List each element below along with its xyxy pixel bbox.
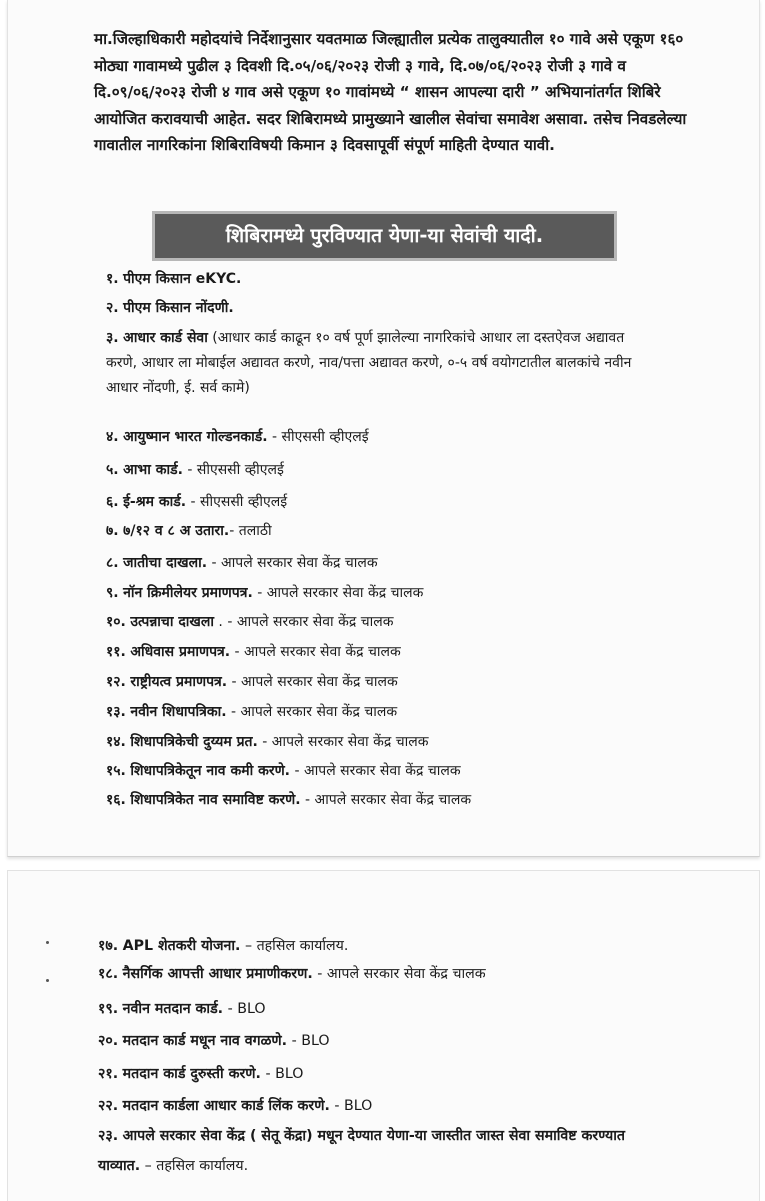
list-item: २३. आपले सरकार सेवा केंद्र ( सेतू केंद्रा) मधून देण्यात येणा-या जास्तीत जास्त सेवा समाविष्ट करण्यात याव्यात. – तहसिल कार्यालय. [98, 1128, 625, 1174]
list-item: १२. राष्ट्रीयत्व प्रमाणपत्र. - आपले सरकार सेवा केंद्र चालक [106, 674, 398, 690]
services-list-heading: शिबिरामध्ये पुरविण्यात येणा-या सेवांची यादी. [152, 211, 617, 261]
document-page-2 [7, 870, 760, 1201]
list-item: १८. नैसर्गिक आपत्ती आधार प्रमाणीकरण. - आपले सरकार सेवा केंद्र चालक [98, 966, 486, 982]
list-item: ११. अधिवास प्रमाणपत्र. - आपले सरकार सेवा केंद्र चालक [106, 644, 401, 660]
list-item: २०. मतदान कार्ड मधून नाव वगळणे. - BLO [98, 1033, 330, 1049]
list-item: ६. ई-श्रम कार्ड. - सीएससी व्हीएलई [106, 494, 288, 510]
list-item: १. पीएम किसान eKYC. [106, 271, 242, 287]
speck [46, 979, 49, 982]
document-page-1 [7, 0, 760, 857]
list-item: १७. APL शेतकरी योजना. – तहसिल कार्यालय. [98, 938, 349, 954]
list-item: १९. नवीन मतदान कार्ड. - BLO [98, 1001, 266, 1017]
list-item: १३. नवीन शिधापत्रिका. - आपले सरकार सेवा केंद्र चालक [106, 704, 398, 720]
list-item: ९. नॉन क्रिमीलेयर प्रमाणपत्र. - आपले सरकार सेवा केंद्र चालक [106, 585, 424, 601]
list-item: ३. आधार कार्ड सेवा (आधार कार्ड काढून १० वर्ष पूर्ण झालेल्या नागरिकांचे आधार ला दस्तऐवज अद्यावत करणे, आधार ला मोबाईल अद्यावत करणे, नाव/पत्ता अद्यावत करणे, ०-५ वर्ष वयोगटातील बालकांचे नवीन आधार नोंदणी, ई. सर्व कामे) [106, 330, 632, 396]
list-item: ४. आयुष्मान भारत गोल्डनकार्ड. - सीएससी व्हीएलई [106, 429, 369, 445]
speck [46, 941, 49, 944]
list-item: ८. जातीचा दाखला. - आपले सरकार सेवा केंद्र चालक [106, 555, 378, 571]
list-item: २. पीएम किसान नोंदणी. [106, 300, 234, 316]
list-item: १४. शिधापत्रिकेची दुय्यम प्रत. - आपले सरकार सेवा केंद्र चालक [106, 734, 429, 750]
list-item: १०. उत्पन्नाचा दाखला . - आपले सरकार सेवा केंद्र चालक [106, 614, 394, 630]
list-item: ७. ७/१२ व ८ अ उतारा.- तलाठी [106, 523, 272, 539]
list-item: १५. शिधापत्रिकेतून नाव कमी करणे. - आपले सरकार सेवा केंद्र चालक [106, 763, 461, 779]
list-item: ५. आभा कार्ड. - सीएससी व्हीएलई [106, 462, 284, 478]
intro-paragraph: मा.जिल्हाधिकारी महोदयांचे निर्देशानुसार यवतमाळ जिल्ह्यातील प्रत्येक तालुक्यातील १० गावे असे एकूण १६० मोठ्या गावामध्ये पुढील ३ दिवशी दि.०५/०६/२०२३ रोजी ३ गावे, दि.०७/०६/२०२३ रोजी ३ गावे व दि.०९/०६/२०२३ रोजी ४ गाव असे एकूण १० गावांमध्ये “ शासन आपल्या दारी ” अभियानांतर्गत शिबिरे आयोजित करावयाची आहेत. सदर शिबिरामध्ये प्रामुख्याने खालील सेवांचा समावेश असावा. तसेच निवडलेल्या गावातील नागरिकांना शिबिराविषयी किमान ३ दिवसापूर्वी संपूर्ण माहिती देण्यात यावी. [94, 30, 687, 154]
list-item: १६. शिधापत्रिकेत नाव समाविष्ट करणे. - आपले सरकार सेवा केंद्र चालक [106, 792, 472, 808]
list-item: २२. मतदान कार्डला आधार कार्ड लिंक करणे. - BLO [98, 1098, 373, 1114]
list-item: २१. मतदान कार्ड दुरुस्ती करणे. - BLO [98, 1066, 304, 1082]
